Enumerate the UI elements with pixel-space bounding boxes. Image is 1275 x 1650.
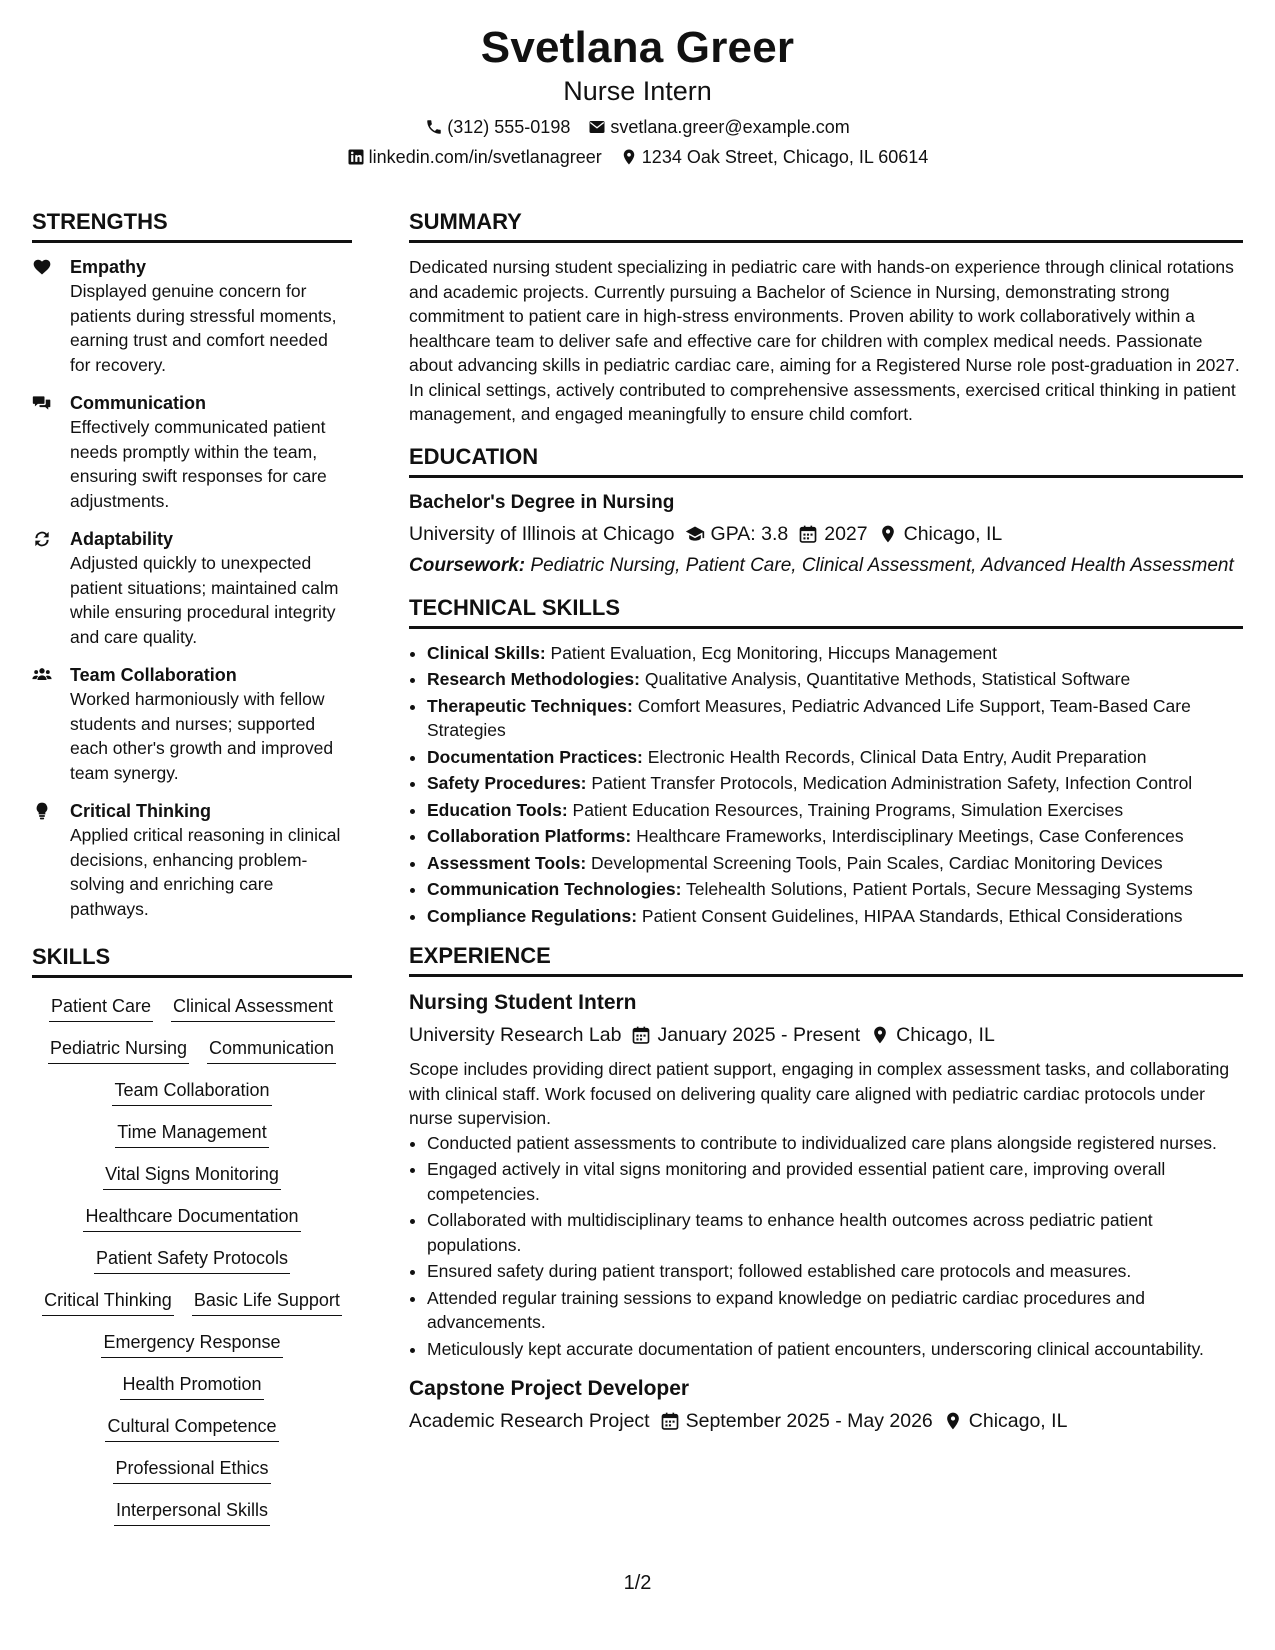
graduation-cap-icon [685,524,705,544]
skill-tag: Time Management [115,1120,268,1148]
list-item [427,851,1243,876]
job-location: Chicago, IL [896,1024,995,1046]
job-bullets [409,1131,1243,1362]
right-column [409,208,1243,1435]
summary-text: Dedicated nursing student specializing in pediatric care with hands-on experience through clinical rotations and academic projects. Currently pursuing a Bachelor of Science in Nursing, demonstrating strong commitment to patient care in high-stress environments. Proven ability to work collaboratively within a healthcare team to deliver safe and effective care for children with complex medical needs. Passionate about advancing skills in pediatric cardiac care, aiming for a Registered Nurse role post-graduation in 2027. In clinical settings, actively contributed to comprehensive assessments, exercised critical thinking in patient management, and engaged meaningfully to ensure child comfort. [409,257,1240,424]
strength-title: Critical Thinking [70,801,212,821]
comments-icon [32,393,52,413]
skill-tag: Professional Ethics [113,1456,270,1484]
candidate-title: Nurse Intern [563,76,712,106]
page-number: 1/2 [623,1572,652,1594]
skill-tag: Critical Thinking [42,1288,174,1316]
tech-label: Clinical Skills: [427,642,546,663]
tech-value: Patient Transfer Protocols, Medication Administration Safety, Infection Control [591,773,1193,793]
users-icon [32,665,52,685]
map-pin-icon [870,1025,890,1045]
email-link[interactable]: svetlana.greer@example.com [610,117,850,137]
tech-label: Documentation Practices: [427,746,643,767]
job-meta [409,1021,1243,1049]
list-item: • Attended regular training sessions to expand knowledge on pediatric cardiac procedures and advancements. [427,1286,1243,1335]
tech-value: Patient Consent Guidelines, HIPAA Standards, Ethical Considerations [641,905,1183,926]
list-item [427,824,1243,849]
skill-tag: Health Promotion [120,1372,263,1400]
coursework [409,554,1243,578]
education-heading: EDUCATION [409,443,1243,478]
tech-label: Communication Technologies: [427,879,682,899]
graduation-year: 2027 [824,522,868,545]
tech-value: Telehealth Solutions, Patient Portals, Secure Messaging Systems [685,879,1193,899]
calendar-icon [660,1411,680,1431]
calendar-icon [631,1025,651,1045]
contact-row-1 [0,116,1275,138]
address-text: 1234 Oak Street, Chicago, IL 60614 [641,147,929,167]
job-organization: Academic Research Project [409,1410,650,1432]
contact-row-2 [0,146,1275,168]
technical-skills-heading: TECHNICAL SKILLS [409,594,1243,629]
coursework-list: Pediatric Nursing, Patient Care, Clinical Assessment, Advanced Health Assessment [530,554,1234,576]
strength-item [32,391,352,513]
skill-tag: Vital Signs Monitoring [103,1162,281,1190]
list-item [427,694,1243,743]
linkedin-link[interactable]: linkedin.com/in/svetlanagreer [368,147,602,167]
resume-header [0,0,1275,168]
coursework-label: Coursework: [409,554,526,576]
skill-tag: Team Collaboration [112,1078,271,1106]
education-meta [409,520,1243,548]
sync-icon [32,529,52,549]
job-organization: University Research Lab [409,1024,622,1046]
list-item: • Conducted patient assessments to contribute to individualized care plans alongside registered nurses. [427,1131,1243,1156]
education-location: Chicago, IL [903,522,1003,545]
tech-value: Patient Education Resources, Training Programs, Simulation Exercises [572,799,1124,820]
skill-tag: Communication [207,1036,336,1064]
skill-tag: Clinical Assessment [171,994,335,1022]
tech-label: Collaboration Platforms: [427,826,632,846]
job-meta [409,1407,1243,1435]
list-item [427,904,1243,929]
heart-icon [32,257,52,277]
strength-item [32,527,352,649]
calendar-icon [798,524,818,544]
tech-label: Education Tools: [427,799,568,820]
tech-value: Patient Evaluation, Ecg Monitoring, Hiccups Management [550,642,998,663]
skills-list [32,990,352,1526]
list-item [427,798,1243,823]
phone-contact [425,116,570,138]
gpa-text: GPA: 3.8 [710,522,789,545]
job-title: Capstone Project Developer [409,1377,690,1400]
map-pin-icon [620,148,638,166]
envelope-icon [588,118,606,136]
strength-description: Effectively communicated patient needs promptly within the team, ensuring swift responses for care adjustments. [70,417,327,511]
strength-title: Empathy [70,257,147,277]
tech-value: Healthcare Frameworks, Interdisciplinary Meetings, Case Conferences [636,826,1184,846]
tech-value: Electronic Health Records, Clinical Data Entry, Audit Preparation [647,746,1147,767]
strength-item [32,255,352,377]
linkedin-icon [347,148,365,166]
list-item: • Collaborated with multidisciplinary teams to enhance health outcomes across pediatric patient populations. [427,1208,1243,1257]
tech-label: Assessment Tools: [427,852,587,873]
job-location: Chicago, IL [968,1410,1068,1432]
tech-label: Therapeutic Techniques: [427,695,633,716]
skill-tag: Cultural Competence [105,1414,278,1442]
lightbulb-icon [32,801,52,821]
experience-heading: EXPERIENCE [409,942,1243,977]
technical-skills-list [409,641,1243,929]
summary-heading: SUMMARY [409,208,1243,243]
strength-title: Communication [70,393,207,413]
phone-text: (312) 555-0198 [447,117,571,137]
list-item [427,771,1243,796]
address-contact [620,146,929,168]
email-contact[interactable] [588,116,849,138]
tech-value: Qualitative Analysis, Quantitative Methods, Statistical Software [644,669,1131,689]
linkedin-contact[interactable] [347,146,602,168]
left-column [32,208,352,1526]
map-pin-icon [943,1411,963,1431]
tech-value: Developmental Screening Tools, Pain Scales, Cardiac Monitoring Devices [591,852,1163,873]
map-pin-icon [878,524,898,544]
strength-description: Displayed genuine concern for patients during stressful moments, earning trust and comfort needed for recovery. [70,281,337,375]
list-item: • Ensured safety during patient transport; followed established care protocols and measures. [427,1259,1243,1284]
tech-label: Research Methodologies: [427,669,640,689]
skill-tag: Patient Safety Protocols [94,1246,290,1274]
phone-icon [425,118,443,136]
degree-title: Bachelor's Degree in Nursing [409,491,675,513]
job-dates: January 2025 - Present [657,1024,861,1046]
job-dates: September 2025 - May 2026 [685,1410,933,1432]
skill-tag: Basic Life Support [192,1288,342,1316]
candidate-name: Svetlana Greer [480,23,795,72]
skills-heading: SKILLS [32,943,352,978]
tech-label: Safety Procedures: [427,773,587,793]
tech-label: Compliance Regulations: [427,905,638,926]
strength-item [32,799,352,921]
list-item: • Meticulously kept accurate documentation of patient encounters, underscoring clinical accountability. [427,1337,1243,1362]
strength-title: Adaptability [70,529,174,549]
strength-description: Worked harmoniously with fellow students and nurses; supported each other's growth and improved team synergy. [70,689,334,783]
strength-description: Applied critical reasoning in clinical decisions, enhancing problem-solving and enriching care pathways. [70,825,341,919]
strength-title: Team Collaboration [70,665,237,685]
job-title: Nursing Student Intern [409,991,637,1014]
strength-description: Adjusted quickly to unexpected patient situations; maintained calm while ensuring procedural integrity and care quality. [70,553,339,647]
list-item [427,667,1243,692]
strength-item [32,663,352,785]
skill-tag: Healthcare Documentation [83,1204,300,1232]
list-item [427,641,1243,666]
tech-value: Comfort Measures, Pediatric Advanced Life Support, Team-Based Care Strategies [427,695,1191,740]
job-scope: Scope includes providing direct patient support, engaging in complex assessment tasks, and collaborating with clinical staff. Work focused on delivering quality care aligned with pediatric cardiac protocols under nurse supervision. [409,1059,1230,1128]
list-item [427,745,1243,770]
list-item [427,877,1243,902]
skill-tag: Pediatric Nursing [48,1036,189,1064]
strengths-heading: STRENGTHS [32,208,352,243]
skill-tag: Emergency Response [101,1330,282,1358]
school-name: University of Illinois at Chicago [409,522,675,545]
skill-tag: Interpersonal Skills [114,1498,270,1526]
list-item: • Engaged actively in vital signs monitoring and provided essential patient care, improving overall competencies. [427,1157,1243,1206]
skill-tag: Patient Care [49,994,153,1022]
